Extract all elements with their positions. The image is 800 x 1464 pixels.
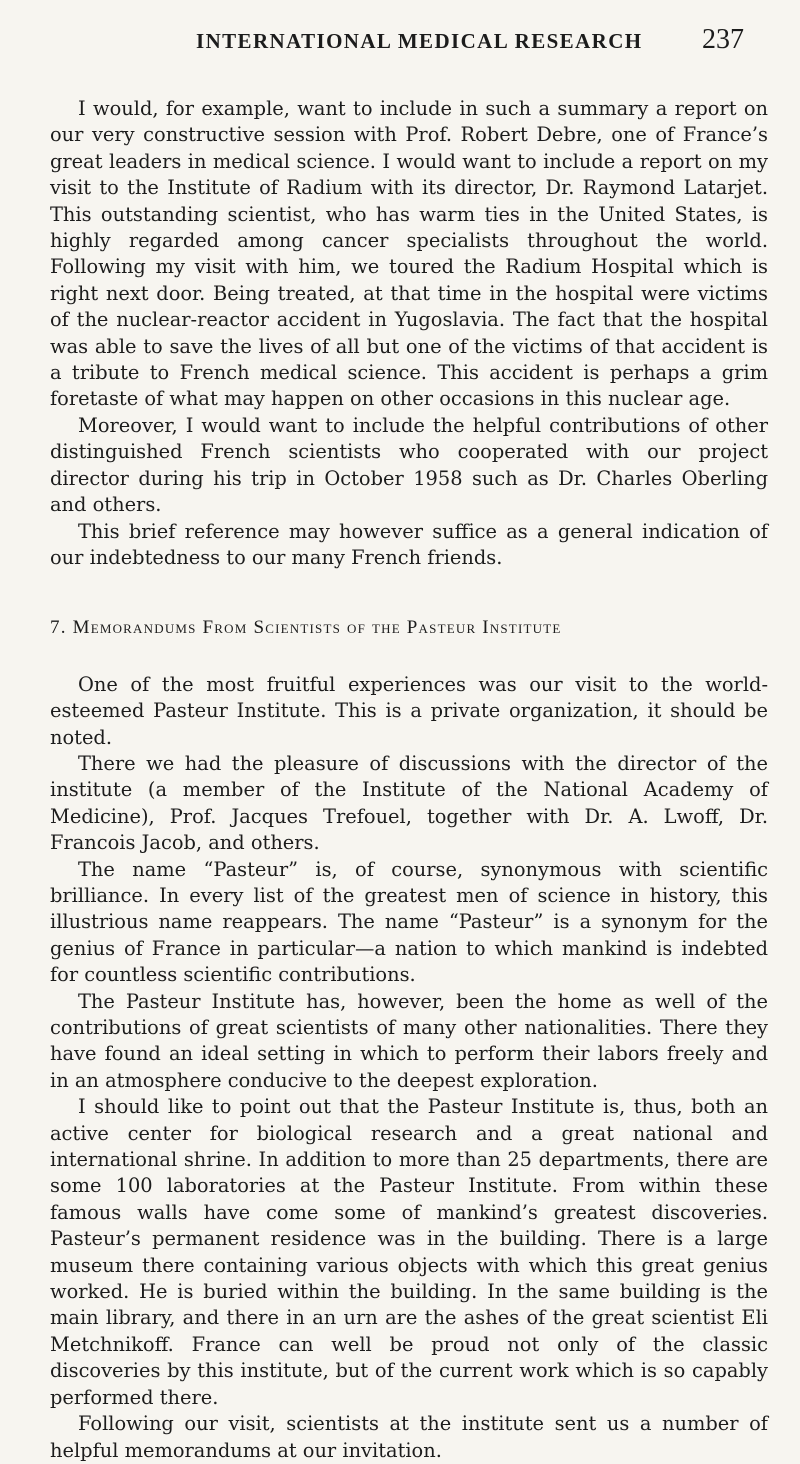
page-header xyxy=(196,24,744,56)
paragraph: I should like to point out that the Pasteur Institute is, thus, both an active center for biological research and a great national and international shrine. In addition to more than 25 departments, there are some 100 laboratories at the Pasteur Institute. From within these famous walls have come some of mankind’s greatest discoveries. Pasteur’s permanent residence was in the building. There is a large museum there containing various objects with which this great genius worked. He is buried within the building. In the same building is the main library, and there in an urn are the ashes of the great scientist Eli Metchnikoff. France can well be proud not only of the classic discoveries by this institute, but of the current work which is so capably performed there. xyxy=(50,1095,768,1409)
paragraph: The Pasteur Institute has, however, been the home as well of the contributions of great scientists of many other nationalities. There they have found an ideal setting in which to perform their labors freely and in an atmosphere conducive to the deepest exploration. xyxy=(50,989,768,1092)
running-head: INTERNATIONAL MEDICAL RESEARCH xyxy=(196,29,643,53)
section-heading: 7. Memorandums From Scientists of the Pasteur Institute xyxy=(50,617,562,639)
paragraph: Following our visit, scientists at the institute sent us a number of helpful memorandums at our invitation. xyxy=(50,1412,768,1462)
paragraph: Moreover, I would want to include the helpful contributions of other distinguished French scientists who cooperated with our project director during his trip in October 1958 such as Dr. Charles Oberling and others. xyxy=(50,413,768,517)
body-text xyxy=(50,96,768,1464)
paragraph: I would, for example, want to include in such a summary a report on our very constructive session with Prof. Robert Debre, one of France’s great leaders in medical science. I would want to include a report on my visit to the Institute of Radium with its director, Dr. Raymond Latarjet. This outstanding scientist, who has warm ties in the United States, is highly regarded among cancer specialists throughout the world. Following my visit with him, we toured the Radium Hospital which is right next door. Being treated, at that time in the hospital were victims of the nuclear-reactor accident in Yugoslavia. The fact that the hospital was able to save the lives of all but one of the victims of that accident is a tribute to French medical science. This accident is perhaps a grim foretaste of what may happen on other occasions in this nuclear age. xyxy=(50,97,768,411)
paragraph: There we had the pleasure of discussions with the director of the institute (a member of the Institute of the National Academy of Medicine), Prof. Jacques Trefouel, together with Dr. A. Lwoff, Dr. Francois Jacob, and others. xyxy=(50,751,768,855)
paragraph: One of the most fruitful experiences was our visit to the world-esteemed Pasteur Institute. This is a private organization, it should be noted. xyxy=(50,672,768,749)
page-number: 237 xyxy=(702,24,744,55)
paragraph: The name “Pasteur” is, of course, synonymous with scientific brilliance. In every list of the greatest men of science in history, this illustrious name reappears. The name “Pasteur” is a synonym for the genius of France in particular—a nation to which mankind is indebted for countless scientific contributions. xyxy=(50,857,768,987)
paragraph: This brief reference may however suffice as a general indication of our indebtedness to our many French friends. xyxy=(50,519,768,569)
